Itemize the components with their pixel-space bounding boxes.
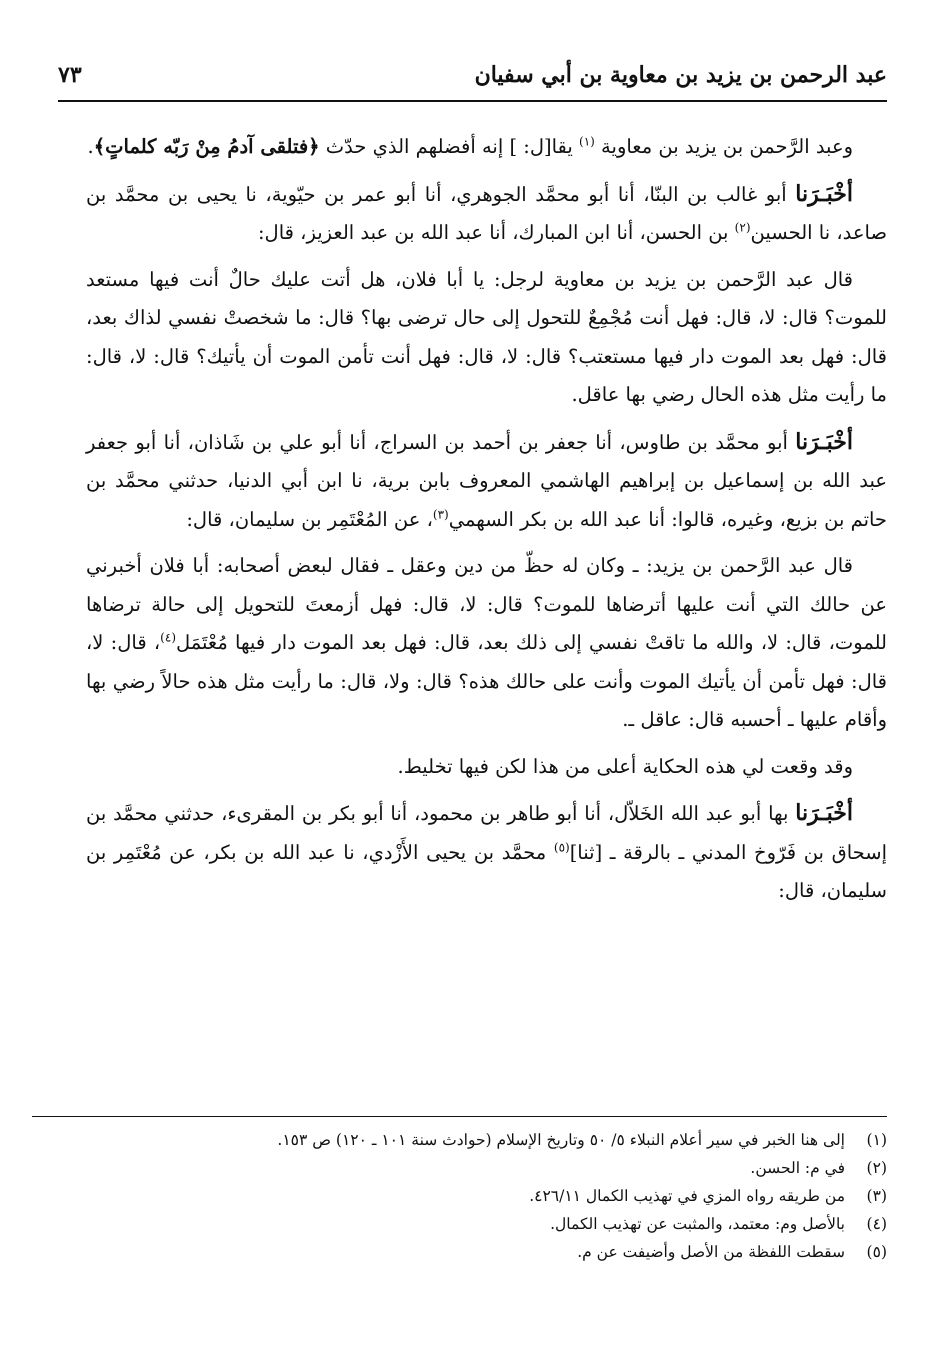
footnote-4 — [58, 1210, 887, 1238]
page-number: ٧٣ — [58, 62, 82, 88]
paragraph-text: أبو غالب بن البنّا، أنا أبو محمَّد الجوهري، أنا أبو عمر بن حيّوية، نا يحيى بن محمَّد بن صاعد، نا الحسين — [86, 182, 887, 244]
paragraph-text: ، قال: لا، قال: فهل تأمن أن يأتيك الموت وأنت على حالك هذه؟ قال: ولا، قال: ما رأيت مثل هذه حالاً رضي بها وأقام عليها ـ أحسبه قال: عاقل ـ. — [86, 631, 887, 731]
paragraph-4 — [86, 423, 887, 540]
running-title: عبد الرحمن بن يزيد بن معاوية بن أبي سفيان — [474, 62, 887, 88]
footnote-number: (٢) — [866, 1159, 887, 1177]
footnote-2 — [58, 1154, 887, 1182]
footnote-ref: (٥) — [553, 840, 570, 854]
paragraph-7 — [86, 794, 887, 911]
footnote-ref: (١) — [579, 134, 595, 149]
paragraph-1 — [86, 128, 887, 167]
paragraph-6 — [86, 748, 887, 787]
paragraph-2 — [86, 175, 887, 253]
footnote-number: (٥) — [866, 1243, 887, 1261]
lead-word: أخْبَـرَنا — [795, 180, 854, 207]
footnote-5 — [58, 1238, 887, 1266]
footnote-ref: (٣) — [432, 507, 449, 521]
footnote-ref: (٤) — [160, 630, 176, 645]
lead-word: أخْبَـرَنا — [795, 800, 853, 826]
footnote-ref: (٢) — [734, 220, 751, 235]
paragraph-text: قال عبد الرَّحمن بن يزيد بن معاوية لرجل: يا أبا فلان، هل أتت عليك حالٌ أنت فيها مستعد للموت؟ قال: لا، قال: فهل أنت مُجْمِعٌ للتحول إلى حال ترضى بها؟ قال: ما شخصتْ نفسي لذاك بعد، قال: فهل بعد الموت دار فيها مستعتب؟ قال: لا، قال: فهل أنت تأمن الموت أن يأتيك؟ قال: لا، قال: ما رأيت مثل هذه الحال رضي بها عاقل. — [86, 267, 887, 406]
paragraph-5 — [86, 547, 887, 740]
footnotes — [58, 1126, 887, 1266]
paragraph-text: أبو محمَّد بن طاوس، أنا جعفر بن أحمد بن السراج، أنا أبو علي بن شَاذان، أنا أبو جعفر عبد الله بن إسماعيل بن إبراهيم الهاشمي المعروف بابن برية، نا ابن أبي الدنيا، حدثني محمَّد بن حاتم بن بزيع، وغيره، قالوا: أنا عبد الله بن بكر السهمي — [86, 430, 887, 531]
paragraph-text: يقا[ل: ] إنه أفضلهم الذي حدّث — [319, 135, 580, 158]
header-rule — [58, 100, 887, 102]
footnote-text: في م: الحسن. — [750, 1159, 845, 1177]
paragraph-text: ، عن المُعْتَمِر بن سليمان، قال: — [186, 507, 433, 531]
main-text — [86, 128, 887, 919]
paragraph-text: . — [87, 135, 94, 158]
paragraph-text: وقد وقعت لي هذه الحكاية أعلى من هذا لكن فيها تخليط. — [397, 754, 853, 778]
paragraph-text: محمَّد بن يحيى الأَزْدي، نا عبد الله بن بكر، عن مُعْتَمِر بن سليمان، قال: — [86, 840, 887, 902]
footnote-text: من طريقه رواه المزي في تهذيب الكمال ٤٢٦/١١. — [529, 1187, 845, 1205]
footnote-number: (١) — [866, 1131, 887, 1149]
page-header — [58, 58, 887, 102]
paragraph-text: وعبد الرَّحمن بن يزيد بن معاوية — [594, 135, 853, 158]
quran-quote: ﴿فتلقى آدمُ مِنْ رَبّه كلماتٍ﴾ — [93, 135, 320, 158]
footnote-number: (٤) — [866, 1215, 887, 1233]
paragraph-text: قال عبد الرَّحمن بن يزيد: ـ وكان له حظّ من دين وعقل ـ فقال لبعض أصحابه: أبا فلان أخبرني عن حالك التي أنت عليها أترضاها للموت؟ قال: لا، قال: فهل أزمعتَ للتحويل إلى حالة ترضاها للموت، قال: لا، والله ما تاقتْ نفسي إلى ذلك بعد، قال: فهل بعد الموت دار فيها مُعْتَمَل — [86, 554, 887, 654]
paragraph-text: بها أبو عبد الله الخَلاّل، أنا أبو طاهر بن محمود، أنا أبو بكر بن المقرىء، حدثني محمَّد بن إسحاق بن فَرّوخ المدني ـ بالرقة ـ [ثنا] — [86, 802, 888, 864]
paragraph-text: بن الحسن، أنا ابن المبارك، أنا عبد الله بن عبد العزيز، قال: — [257, 221, 735, 244]
paragraph-3 — [86, 261, 887, 415]
lead-word: أخْبَـرَنا — [795, 428, 853, 455]
footnote-rule — [32, 1116, 887, 1117]
footnote-text: سقطت اللفظة من الأصل وأضيفت عن م. — [577, 1243, 845, 1261]
footnote-text: بالأصل وم: معتمد، والمثبت عن تهذيب الكمال. — [550, 1215, 845, 1233]
footnote-1 — [58, 1126, 887, 1154]
footnote-number: (٣) — [866, 1187, 887, 1205]
footnote-text: إلى هنا الخبر في سير أعلام النبلاء ٥/ ٥٠ وتاريخ الإسلام (حوادث سنة ١٠١ ـ ١٢٠) ص ١٥٣. — [277, 1131, 845, 1149]
footnote-3 — [58, 1182, 887, 1210]
